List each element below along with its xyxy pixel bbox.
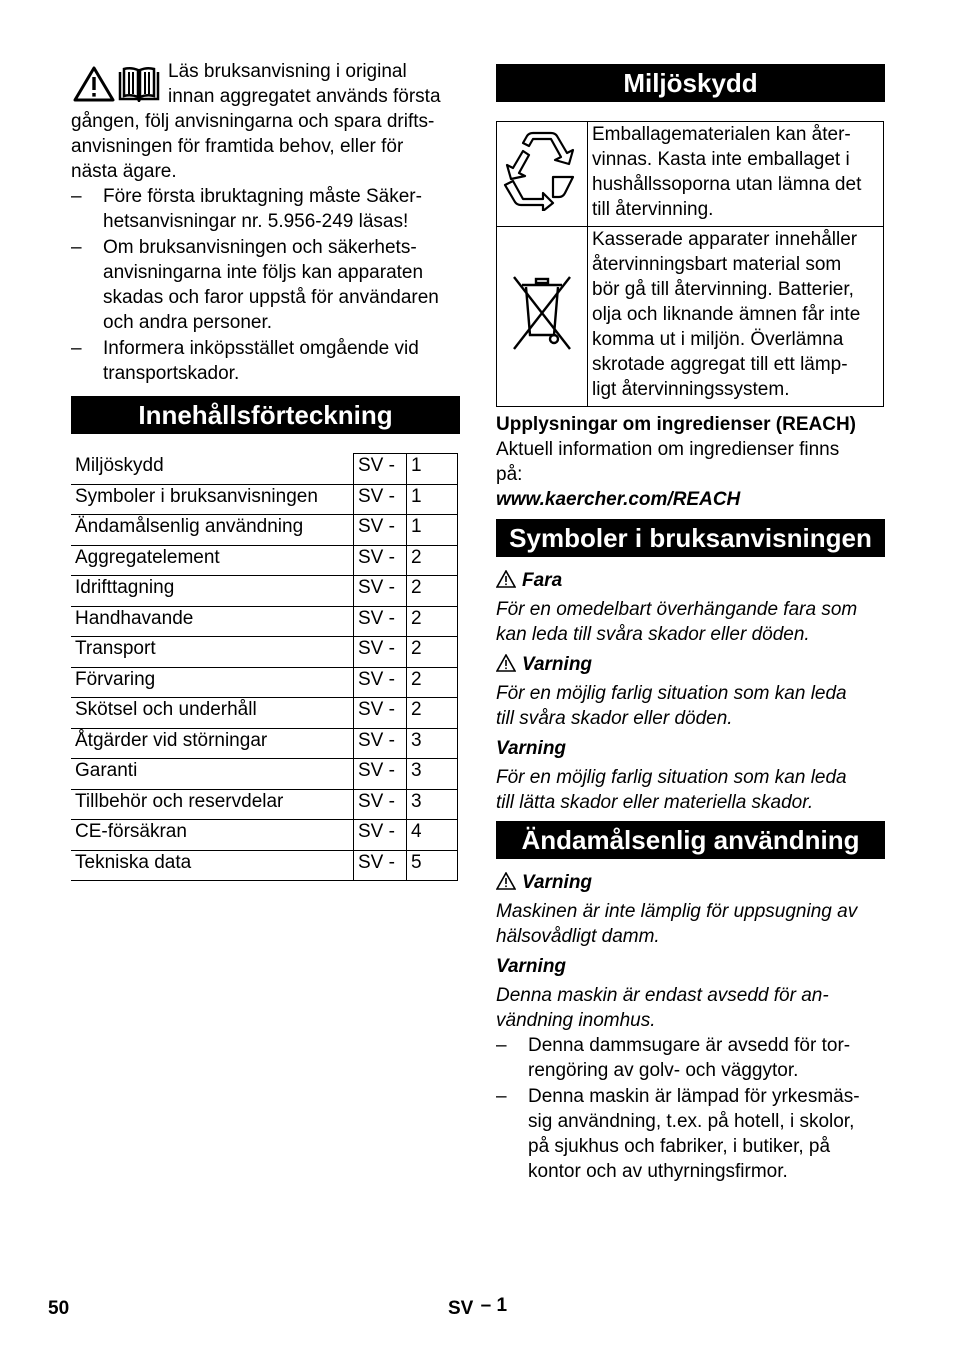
toc-entry-title: Garanti [71,759,354,790]
toc-table-wrap [71,453,458,881]
toc-entry-section: SV - [354,606,407,637]
env-row [497,122,884,227]
toc-entry-page: 2 [407,667,458,698]
reach-title: Upplysningar om ingredienser (REACH) [496,414,856,435]
bullet-line: anvisningarna inte följs kan apparaten [103,262,424,283]
bullet-line: Om bruksanvisningen och säkerhets- [103,237,417,258]
toc-heading: Innehållsförteckning [71,396,460,434]
toc-row [71,606,458,637]
varning-text: Maskinen är inte lämplig för uppsugning av [496,901,858,922]
env-line: vinnas. Kasta inte emballaget i [592,149,850,170]
toc-entry-section: SV - [354,667,407,698]
varning-label: Varning [522,654,593,675]
bullet-line: och andra personer. [103,312,273,333]
usage-block [496,870,885,1184]
toc-row [71,576,458,607]
bullet-line: på sjukhus och fabriker, i butiker, på [528,1136,831,1157]
intro-line: innan aggregatet används första [168,86,441,107]
varning-text: För en möjlig farlig situation som kan leda [496,683,847,704]
toc-entry-page: 3 [407,728,458,759]
env-line: olja och liknande ämnen får inte [592,304,861,325]
bullet-line: Informera inköpsstället omgående vid [103,338,419,359]
toc-entry-page: 2 [407,606,458,637]
bullet-line: Före första ibruktagning måste Säker- [103,186,422,207]
toc-entry-title: Tillbehör och reservdelar [71,789,354,820]
page-number: 50 [48,1298,70,1319]
warning-icon [496,654,516,672]
toc-entry-section: SV - [354,484,407,515]
toc-row [71,667,458,698]
toc-entry-page: 2 [407,545,458,576]
toc-row [71,484,458,515]
varning-label-line [496,870,885,895]
toc-entry-page: 4 [407,820,458,851]
toc-entry-title: Skötsel och underhåll [71,698,354,729]
toc-entry-section: SV - [354,637,407,668]
toc-entry-page: 3 [407,789,458,820]
varning-text: till lätta skador eller materiella skador. [496,792,814,813]
toc-entry-title: Idrifttagning [71,576,354,607]
toc-entry-title: Åtgärder vid störningar [71,728,354,759]
env-table-wrap [496,121,884,407]
fara-label: Fara [522,570,563,591]
env-line: skrotade aggregat till ett lämp- [592,354,848,375]
bullet-dash: – [71,186,82,207]
intro-line: anvisningen för framtida behov, eller för [71,136,404,157]
varning-label-line [496,652,885,677]
toc-entry-section: SV - [354,698,407,729]
env-line: återvinningsbart material som [592,254,842,275]
footer-section [448,1295,508,1320]
toc-entry-title: Transport [71,637,354,668]
bullet-line: Denna maskin är lämpad för yrkesmäs- [528,1086,860,1107]
fara-label-line [496,568,885,593]
intro-line: gången, följ anvisningarna och spara drifts- [71,111,435,132]
toc-entry-section: SV - [354,850,407,881]
bullet-dash: – [71,338,82,359]
toc-entry-section: SV - [354,454,407,485]
intro-text [71,59,460,386]
symbols-block [496,568,885,815]
crossed-bin-icon [512,273,572,353]
varning-label: Varning [496,956,567,977]
fara-text: För en omedelbart överhängande fara som [496,599,858,620]
usage-heading: Ändamålsenlig användning [496,821,885,859]
toc-entry-section: SV - [354,789,407,820]
warning-icon [496,570,516,588]
toc-entry-title: Miljöskydd [71,454,354,485]
env-table [496,121,884,407]
toc-entry-title: Tekniska data [71,850,354,881]
bullet-line: hetsanvisningar nr. 5.956-249 läsas! [103,211,409,232]
toc-row [71,515,458,546]
toc-row [71,454,458,485]
toc-row [71,698,458,729]
env-text-cell [588,122,884,227]
varning-label: Varning [496,738,567,759]
varning-text: Denna maskin är endast avsedd för an- [496,985,829,1006]
env-line: till återvinning. [592,199,714,220]
toc-entry-page: 2 [407,698,458,729]
toc-entry-page: 2 [407,576,458,607]
toc-row [71,789,458,820]
toc-entry-page: 1 [407,484,458,515]
warning-icon [496,872,516,890]
bullet-line: kontor och av uthyrningsfirmor. [528,1161,788,1182]
toc-entry-title: Handhavande [71,606,354,637]
toc-entry-section: SV - [354,545,407,576]
toc-entry-page: 1 [407,515,458,546]
toc-entry-section: SV - [354,576,407,607]
footer-section-code: SV [448,1298,474,1319]
env-heading: Miljöskydd [496,64,885,102]
toc-row [71,637,458,668]
bullet-dash: – [496,1086,507,1107]
toc-entry-title: Ändamålsenlig användning [71,515,354,546]
toc-row [71,820,458,851]
env-line: bör gå till återvinning. Batterier, [592,279,854,300]
bullet-line: Denna dammsugare är avsedd för tor- [528,1035,851,1056]
bullet-line: rengöring av golv- och väggytor. [528,1060,799,1081]
bullet-line: transportskador. [103,363,240,384]
reach-line: på: [496,464,523,485]
env-icon-cell [497,227,588,407]
usage-bullet [496,1084,885,1184]
toc-entry-page: 1 [407,454,458,485]
toc-entry-section: SV - [354,728,407,759]
intro-bullet [71,184,460,234]
bullet-dash: – [496,1035,507,1056]
varning-text: till svåra skador eller döden. [496,708,733,729]
varning-text: hälsovådligt damm. [496,926,660,947]
footer-page: – 1 [480,1295,508,1316]
bullet-line: skadas och faror uppstå för användaren [103,287,439,308]
intro-bullet [71,235,460,335]
intro-bullet [71,336,460,386]
env-row [497,227,884,407]
toc-entry-page: 2 [407,637,458,668]
env-text-cell [588,227,884,407]
toc-entry-section: SV - [354,820,407,851]
varning-text: För en möjlig farlig situation som kan leda [496,767,847,788]
usage-bullet [496,1033,885,1083]
toc-entry-title: Förvaring [71,667,354,698]
varning-text: vändning inomhus. [496,1010,656,1031]
fara-text: kan leda till svåra skador eller döden. [496,624,810,645]
intro-line: nästa ägare. [71,161,177,182]
toc-row [71,850,458,881]
env-icon-cell [497,122,588,227]
reach-url-link[interactable]: www.kaercher.com/REACH [496,489,741,510]
env-line: Emballagematerialen kan åter- [592,124,851,145]
env-line: ligt återvinningssystem. [592,379,790,400]
toc-table [71,453,458,881]
toc-row [71,759,458,790]
varning-label: Varning [522,872,593,893]
toc-entry-title: Aggregatelement [71,545,354,576]
env-line: hushållssoporna utan lämna det [592,174,862,195]
reach-line: Aktuell information om ingredienser finns [496,439,840,460]
toc-entry-title: CE-försäkran [71,820,354,851]
recycle-icon [503,131,581,211]
toc-entry-page: 5 [407,850,458,881]
toc-entry-section: SV - [354,515,407,546]
toc-row [71,728,458,759]
toc-entry-page: 3 [407,759,458,790]
symbols-heading: Symboler i bruksanvisningen [496,519,885,557]
toc-entry-title: Symboler i bruksanvisningen [71,484,354,515]
toc-entry-section: SV - [354,759,407,790]
reach-block [496,412,885,512]
bullet-dash: – [71,237,82,258]
intro-line: Läs bruksanvisning i original [168,61,407,82]
toc-row [71,545,458,576]
bullet-line: sig användning, t.ex. på hotell, i skolor, [528,1111,855,1132]
env-line: komma ut i miljön. Överlämna [592,329,844,350]
env-line: Kasserade apparater innehåller [592,229,858,250]
